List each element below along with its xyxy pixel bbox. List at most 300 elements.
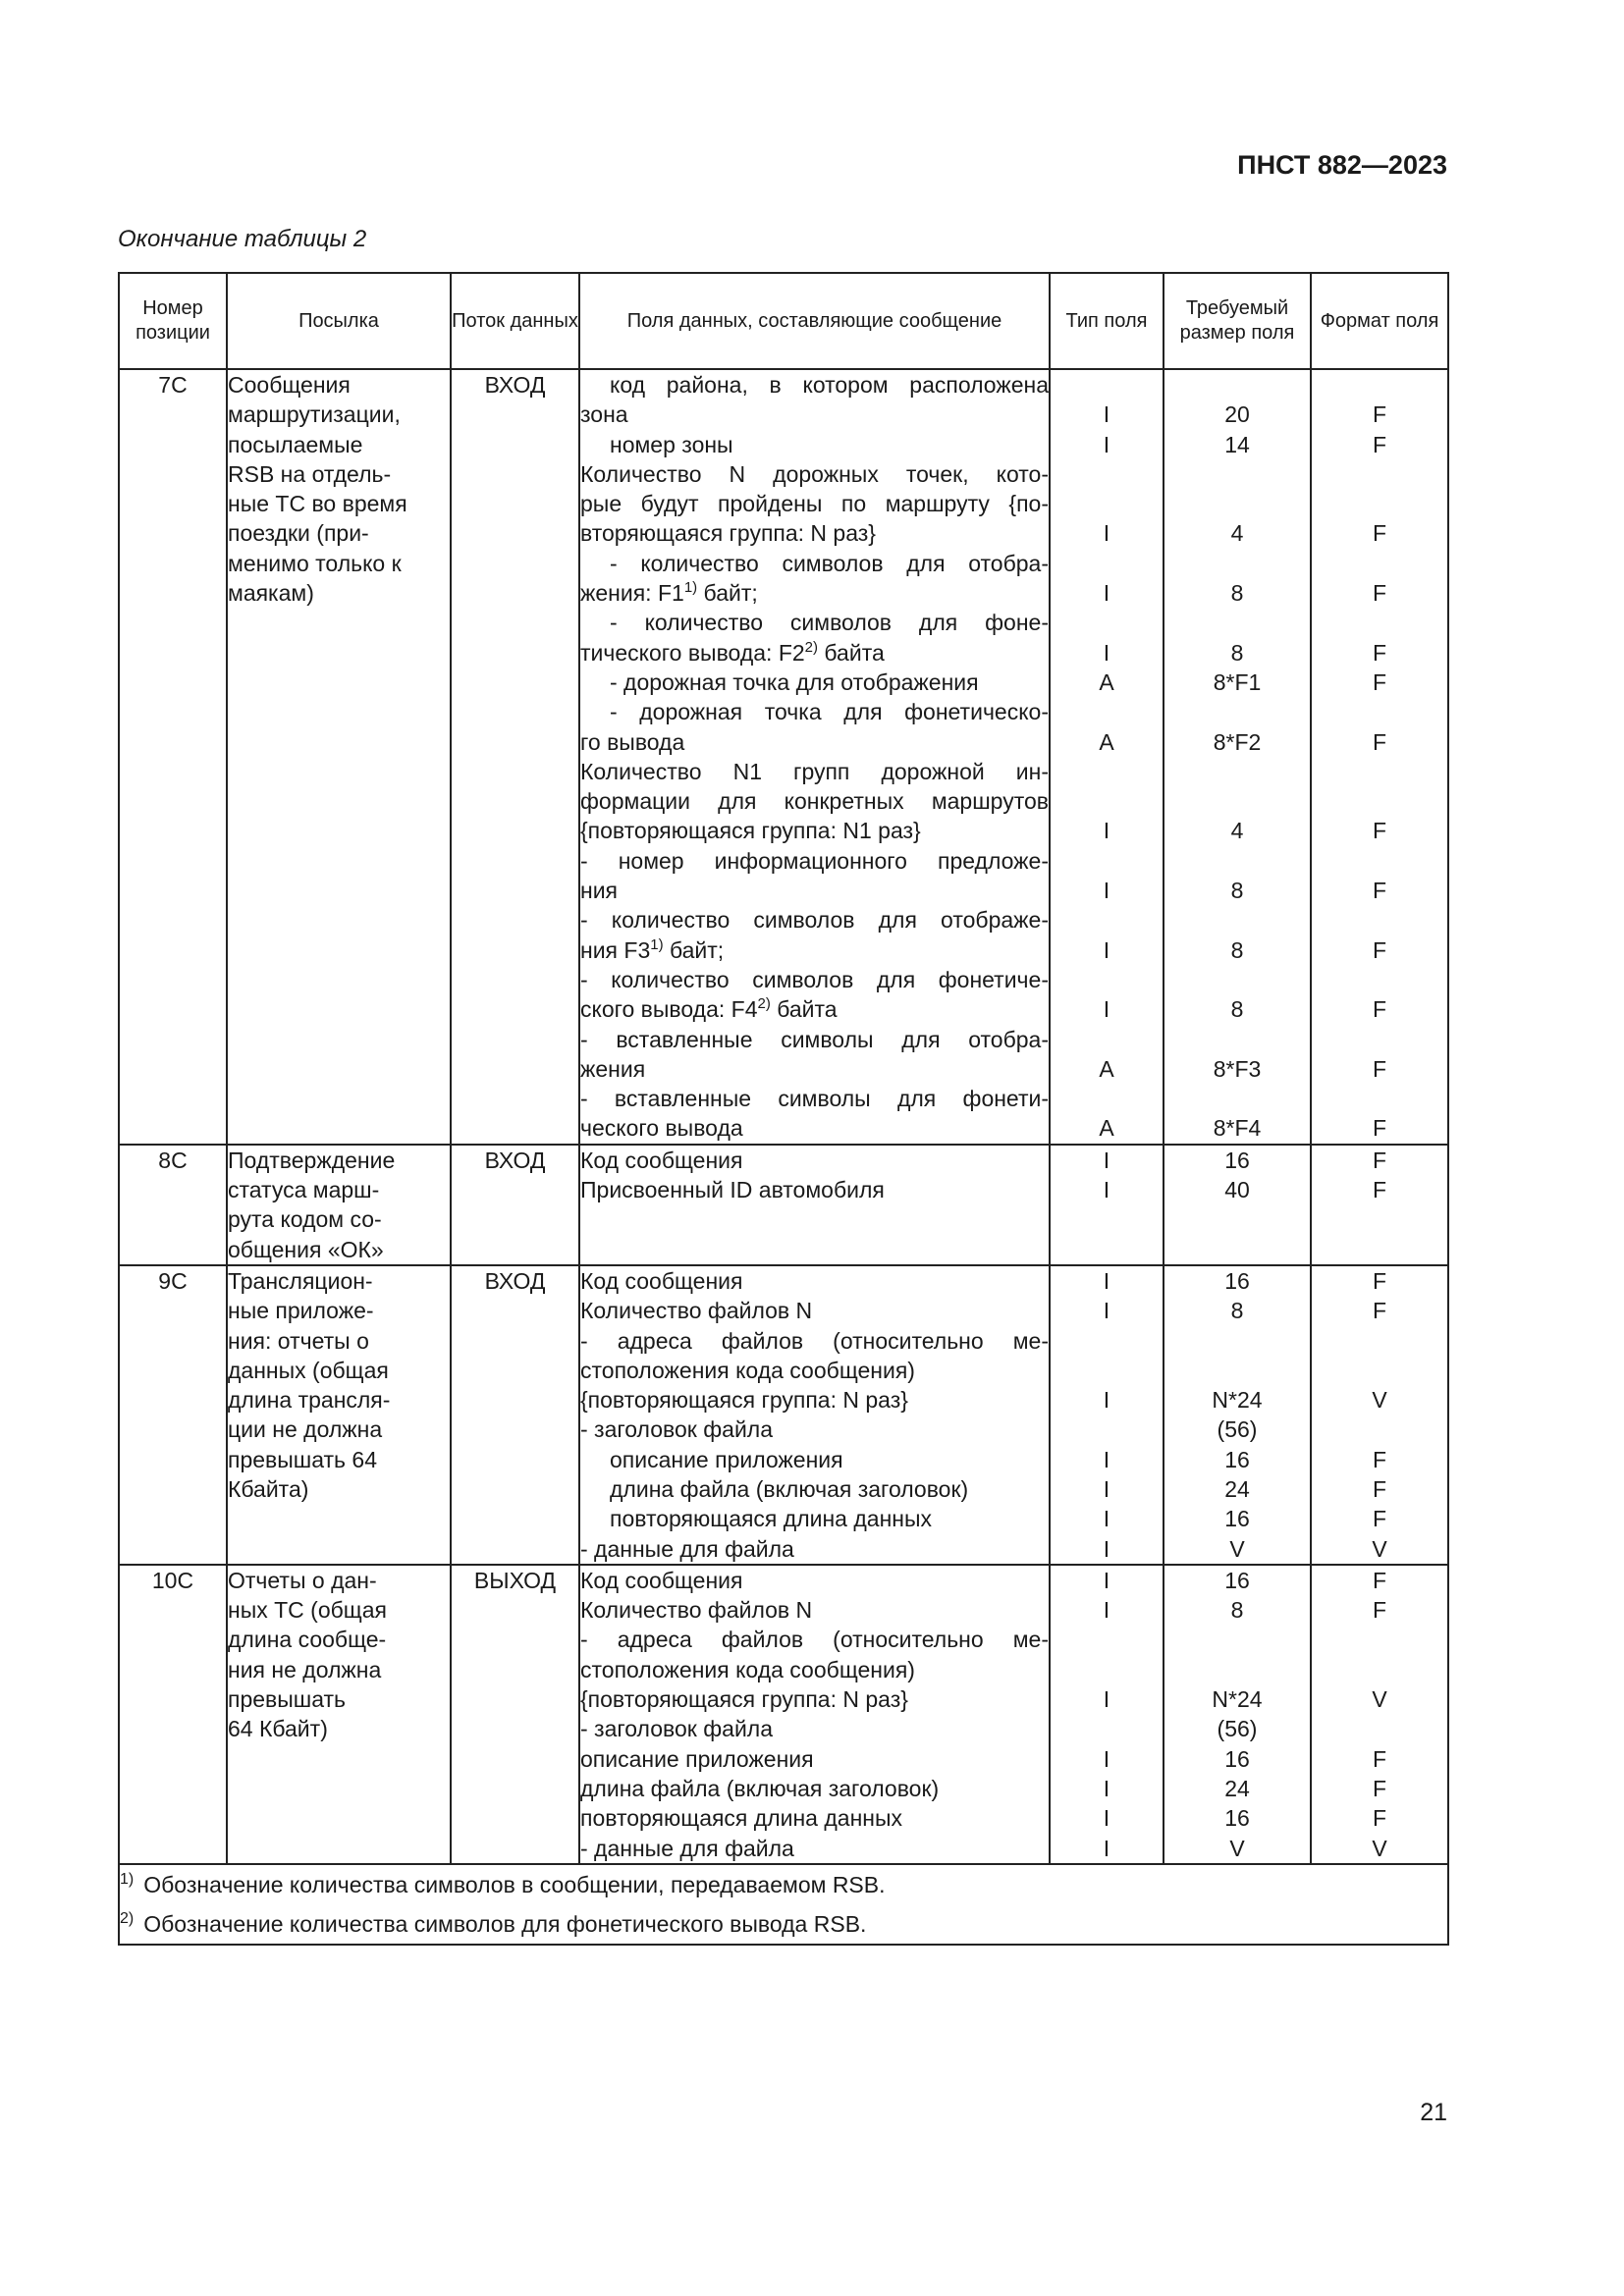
field-size: 16: [1224, 1567, 1250, 1593]
field-type: I: [1103, 1387, 1110, 1414]
field-line: [580, 459, 1049, 489]
field-format: F: [1372, 668, 1387, 695]
message-line: превышать: [228, 1686, 347, 1713]
message-line: рута кодом со-: [228, 1206, 382, 1233]
field-format: F: [1372, 520, 1387, 547]
field-text-after: байта: [818, 639, 885, 666]
field-type: [1051, 1356, 1163, 1385]
field-text: - количество символов для фоне-: [610, 610, 1049, 636]
field-size: [1164, 697, 1310, 726]
field-line: [580, 697, 1049, 726]
field-type: [1051, 1025, 1163, 1054]
field-line: [580, 1385, 1049, 1415]
field-text: - адреса файлов (относительно ме-: [580, 1627, 1049, 1653]
field-line: [580, 757, 1049, 786]
field-format: [1312, 1655, 1447, 1684]
position-cell: 8С: [119, 1145, 227, 1265]
field-line: [580, 1534, 1049, 1564]
field-text-after: байт;: [663, 936, 725, 963]
field-line: [580, 1714, 1049, 1743]
field-type: I: [1103, 878, 1110, 904]
field-type: [1051, 1625, 1163, 1654]
field-format: [1312, 1625, 1447, 1654]
field-size: 4: [1230, 520, 1244, 547]
field-format: [1312, 757, 1447, 786]
field-format: [1312, 608, 1447, 637]
field-size: [1164, 757, 1310, 786]
message-cell: [227, 1145, 451, 1265]
field-type: I: [1103, 1267, 1110, 1294]
field-text: - количество символов для отображе-: [580, 907, 1049, 934]
field-format: V: [1372, 1535, 1387, 1562]
message-line: RSB на отдель-: [228, 460, 392, 487]
field-type: [1051, 1415, 1163, 1444]
field-line: [580, 1625, 1049, 1654]
field-text: описание приложения: [580, 1745, 814, 1772]
field-format: [1312, 1326, 1447, 1356]
field-format: F: [1372, 1115, 1387, 1142]
field-size: [1164, 459, 1310, 489]
field-size: 8: [1230, 1597, 1244, 1624]
field-format: [1312, 697, 1447, 726]
field-text: - данные для файла: [580, 1535, 794, 1562]
field-format: [1312, 1084, 1447, 1113]
field-format: F: [1372, 936, 1387, 963]
field-type: [1051, 905, 1163, 934]
field-line: [580, 1504, 1049, 1533]
field-type: I: [1103, 1835, 1110, 1861]
footnote-line: [120, 1904, 1447, 1944]
field-size: 8*F4: [1213, 1115, 1262, 1142]
field-format: F: [1372, 1506, 1387, 1532]
field-text: - дорожная точка для отображения: [610, 668, 979, 695]
field-line: [580, 1146, 1049, 1175]
standard-code: ПНСТ 882—2023: [1237, 150, 1447, 180]
footnote-ref: 1): [683, 579, 698, 597]
field-text: {повторяющаяся группа: N раз}: [580, 1686, 908, 1713]
field-text: Количество файлов N: [580, 1597, 813, 1624]
field-format: F: [1372, 1177, 1387, 1203]
message-line: данных (общая: [228, 1357, 389, 1383]
table-row: [119, 1565, 1448, 1864]
field-format: [1312, 1356, 1447, 1385]
flow-cell: ВХОД: [451, 369, 579, 1145]
field-size: 16: [1224, 1745, 1250, 1772]
field-text: код района, в котором расположена: [610, 372, 1049, 398]
field-size: [1164, 786, 1310, 816]
field-type: [1051, 1655, 1163, 1684]
field-size: 8: [1230, 936, 1244, 963]
field-size: 8: [1230, 580, 1244, 607]
message-line: длина сообще-: [228, 1627, 387, 1653]
field-type: I: [1103, 401, 1110, 428]
field-format: [1312, 1415, 1447, 1444]
field-format: F: [1372, 728, 1387, 755]
field-line: [580, 1025, 1049, 1054]
flow-cell: ВЫХОД: [451, 1565, 579, 1864]
field-text: стоположения кода сообщения): [580, 1656, 915, 1682]
field-format: F: [1372, 1267, 1387, 1294]
field-type: I: [1103, 1805, 1110, 1832]
page-number: 21: [1420, 2099, 1447, 2126]
field-line: [580, 400, 1049, 429]
size-cell: [1164, 1145, 1311, 1265]
field-type: I: [1103, 1147, 1110, 1173]
field-format: [1312, 846, 1447, 876]
message-line: Отчеты о дан-: [228, 1567, 377, 1593]
field-size: [1164, 846, 1310, 876]
fields-cell: [579, 1565, 1050, 1864]
position-cell: 7С: [119, 369, 227, 1145]
field-format: F: [1372, 580, 1387, 607]
size-cell: [1164, 1265, 1311, 1565]
field-size: V: [1229, 1835, 1245, 1861]
field-size: N*24: [1212, 1686, 1263, 1713]
field-size: 14: [1224, 431, 1250, 457]
data-table: [118, 272, 1449, 1946]
field-line: [580, 1175, 1049, 1204]
field-line: [580, 1744, 1049, 1774]
type-cell: [1050, 1265, 1164, 1565]
field-format: F: [1372, 1597, 1387, 1624]
field-line: [580, 1415, 1049, 1444]
field-line: [580, 965, 1049, 994]
field-type: I: [1103, 996, 1110, 1023]
type-cell: [1050, 1565, 1164, 1864]
field-line: [580, 1803, 1049, 1833]
field-line: [580, 1326, 1049, 1356]
field-type: A: [1099, 1055, 1114, 1082]
field-line: [580, 370, 1049, 400]
field-text: жения: [580, 1055, 646, 1082]
message-cell: [227, 1265, 451, 1565]
col-header-position: Номер позиции: [119, 273, 227, 369]
field-size: 8: [1230, 639, 1244, 666]
field-text: рые будут пройдены по маршруту {по-: [580, 491, 1049, 517]
field-type: I: [1103, 818, 1110, 844]
message-line: 64 Кбайт): [228, 1716, 328, 1742]
message-line: ния не должна: [228, 1656, 382, 1682]
field-line: [580, 1356, 1049, 1385]
field-type: I: [1103, 1177, 1110, 1203]
footnote-mark: 1): [120, 1870, 135, 1888]
field-text: номер зоны: [610, 431, 733, 457]
field-type: I: [1103, 431, 1110, 457]
field-line: [580, 608, 1049, 637]
field-size: 8: [1230, 1298, 1244, 1324]
field-size: 16: [1224, 1506, 1250, 1532]
field-size: [1164, 370, 1310, 400]
field-text: - вставленные символы для отобра-: [580, 1026, 1049, 1052]
field-format: F: [1372, 996, 1387, 1023]
field-format: V: [1372, 1835, 1387, 1861]
header-row: [119, 273, 1448, 369]
field-line: [580, 549, 1049, 578]
message-line: Сообщения: [228, 372, 351, 398]
field-line: [580, 935, 1049, 965]
field-size: 24: [1224, 1775, 1250, 1801]
field-text: вторяющаяся группа: N раз}: [580, 520, 876, 547]
field-type: I: [1103, 1535, 1110, 1562]
field-type: [1051, 965, 1163, 994]
col-header-fields: Поля данных, составляющие сообщение: [579, 273, 1050, 369]
field-size: N*24: [1212, 1387, 1263, 1414]
field-format: F: [1372, 401, 1387, 428]
message-cell: [227, 1565, 451, 1864]
message-line: ных ТС (общая: [228, 1597, 387, 1624]
format-cell: [1311, 1145, 1448, 1265]
field-type: [1051, 370, 1163, 400]
field-line: [580, 905, 1049, 934]
field-type: I: [1103, 580, 1110, 607]
field-size: 8: [1230, 878, 1244, 904]
field-size: [1164, 1084, 1310, 1113]
field-format: V: [1372, 1387, 1387, 1414]
field-size: 20: [1224, 401, 1250, 428]
field-type: A: [1099, 728, 1114, 755]
field-line: [580, 994, 1049, 1024]
field-type: I: [1103, 1745, 1110, 1772]
format-cell: [1311, 369, 1448, 1145]
field-line: [580, 727, 1049, 757]
field-type: I: [1103, 1298, 1110, 1324]
field-size: [1164, 1655, 1310, 1684]
size-cell: [1164, 1565, 1311, 1864]
field-text: Код сообщения: [580, 1147, 743, 1173]
field-format: F: [1372, 878, 1387, 904]
field-line: [580, 1474, 1049, 1504]
field-line: [580, 1296, 1049, 1325]
field-type: I: [1103, 1506, 1110, 1532]
field-type: A: [1099, 1115, 1114, 1142]
message-line: общения «ОК»: [228, 1236, 384, 1262]
field-type: [1051, 757, 1163, 786]
footnotes: [119, 1864, 1448, 1945]
field-size: [1164, 1356, 1310, 1385]
field-size: [1164, 905, 1310, 934]
field-text: Количество N дорожных точек, кото-: [580, 460, 1049, 487]
field-type: [1051, 1084, 1163, 1113]
field-type: I: [1103, 1446, 1110, 1472]
field-text: Код сообщения: [580, 1567, 743, 1593]
field-type: I: [1103, 1686, 1110, 1713]
field-type: I: [1103, 1475, 1110, 1502]
field-size: [1164, 1326, 1310, 1356]
message-line: ции не должна: [228, 1416, 383, 1443]
col-header-flow: Поток данных: [451, 273, 579, 369]
message-line: поездки (при-: [228, 520, 369, 547]
table-row: [119, 1145, 1448, 1265]
field-format: [1312, 549, 1447, 578]
field-line: [580, 846, 1049, 876]
field-text: - заголовок файла: [580, 1416, 774, 1443]
field-text: стоположения кода сообщения): [580, 1357, 915, 1383]
field-type: [1051, 1714, 1163, 1743]
field-text: - количество символов для отобра-: [610, 550, 1049, 576]
footnote-text: Обозначение количества символов для фонетического вывода RSB.: [143, 1910, 867, 1937]
format-cell: [1311, 1265, 1448, 1565]
field-format: F: [1372, 1055, 1387, 1082]
message-line: менимо только к: [228, 550, 402, 576]
table-caption: Окончание таблицы 2: [118, 226, 367, 252]
field-size: [1164, 489, 1310, 518]
field-type: I: [1103, 936, 1110, 963]
col-header-format: Формат поля: [1311, 273, 1448, 369]
field-text: длина файла (включая заголовок): [580, 1775, 940, 1801]
message-line: статуса марш-: [228, 1177, 380, 1203]
table-row: [119, 369, 1448, 1145]
field-line: [580, 518, 1049, 548]
field-line: [580, 578, 1049, 608]
message-line: маякам): [228, 580, 314, 607]
message-line: Подтверждение: [228, 1147, 396, 1173]
type-cell: [1050, 369, 1164, 1145]
field-line: [580, 1266, 1049, 1296]
field-format: F: [1372, 1446, 1387, 1472]
footnote-text: Обозначение количества символов в сообщении, передаваемом RSB.: [143, 1871, 886, 1897]
field-size: 24: [1224, 1475, 1250, 1502]
field-type: [1051, 459, 1163, 489]
field-line: [580, 638, 1049, 667]
field-type: [1051, 489, 1163, 518]
col-header-size: Требуемый размер поля: [1164, 273, 1311, 369]
field-format: V: [1372, 1686, 1387, 1713]
message-cell: [227, 369, 451, 1145]
field-line: [580, 1084, 1049, 1113]
message-line: посылаемые: [228, 431, 363, 457]
field-text: зона: [580, 401, 628, 428]
field-text: {повторяющаяся группа: N1 раз}: [580, 818, 921, 844]
message-line: ные приложе-: [228, 1298, 374, 1324]
field-format: F: [1372, 1775, 1387, 1801]
message-line: длина трансля-: [228, 1387, 391, 1414]
field-text: длина файла (включая заголовок): [610, 1475, 969, 1502]
field-line: [580, 1445, 1049, 1474]
field-size: 8: [1230, 996, 1244, 1023]
field-size: 16: [1224, 1147, 1250, 1173]
footnote-mark: 2): [120, 1909, 135, 1927]
field-format: F: [1372, 818, 1387, 844]
field-text: ния F3: [580, 936, 651, 963]
field-type: [1051, 697, 1163, 726]
col-header-message: Посылка: [227, 273, 451, 369]
field-line: [580, 430, 1049, 459]
message-line: ния: отчеты о: [228, 1327, 369, 1354]
field-size: 16: [1224, 1805, 1250, 1832]
field-text: ния: [580, 878, 619, 904]
field-text: ческого вывода: [580, 1115, 743, 1142]
field-text: - адреса файлов (относительно ме-: [580, 1327, 1049, 1354]
field-size: [1164, 608, 1310, 637]
field-line: [580, 1655, 1049, 1684]
field-text: формации для конкретных маршрутов: [580, 788, 1049, 815]
field-size: [1164, 965, 1310, 994]
field-size: [1164, 1025, 1310, 1054]
field-text: ского вывода: F4: [580, 996, 758, 1023]
field-type: I: [1103, 1597, 1110, 1624]
position-cell: 9С: [119, 1265, 227, 1565]
field-size: V: [1229, 1535, 1245, 1562]
field-type: [1051, 846, 1163, 876]
field-line: [580, 786, 1049, 816]
field-type: [1051, 1326, 1163, 1356]
field-format: [1312, 786, 1447, 816]
message-line: маршрутизации,: [228, 401, 401, 428]
field-line: [580, 489, 1049, 518]
field-text: жения: F1: [580, 580, 684, 607]
message-line: Трансляцион-: [228, 1267, 373, 1294]
field-type: I: [1103, 520, 1110, 547]
field-format: F: [1372, 1805, 1387, 1832]
field-size: [1164, 549, 1310, 578]
field-text: Количество файлов N: [580, 1298, 813, 1324]
field-text: - вставленные символы для фонети-: [580, 1086, 1049, 1112]
position-cell: 10С: [119, 1565, 227, 1864]
field-type: [1051, 786, 1163, 816]
field-line: [580, 1684, 1049, 1714]
field-line: [580, 667, 1049, 697]
table-row: [119, 1265, 1448, 1565]
field-size: 4: [1230, 818, 1244, 844]
field-format: F: [1372, 1475, 1387, 1502]
footnote-ref: 2): [757, 995, 771, 1013]
message-line: превышать 64: [228, 1446, 378, 1472]
field-line: [580, 1113, 1049, 1143]
footnotes-row: [119, 1864, 1448, 1945]
type-cell: [1050, 1145, 1164, 1265]
field-format: F: [1372, 639, 1387, 666]
field-format: [1312, 1025, 1447, 1054]
field-text: - номер информационного предложе-: [580, 847, 1049, 874]
field-text-after: байта: [770, 996, 838, 1023]
field-format: F: [1372, 1745, 1387, 1772]
field-size: 8*F3: [1213, 1055, 1262, 1082]
field-text: повторяющаяся длина данных: [580, 1805, 902, 1832]
flow-cell: ВХОД: [451, 1265, 579, 1565]
field-type: I: [1103, 1775, 1110, 1801]
field-format: [1312, 1714, 1447, 1743]
field-format: F: [1372, 1567, 1387, 1593]
field-text: тического вывода: F2: [580, 639, 805, 666]
field-text: {повторяющаяся группа: N раз}: [580, 1387, 908, 1414]
field-type: [1051, 549, 1163, 578]
field-text: Количество N1 групп дорожной ин-: [580, 758, 1049, 784]
field-format: [1312, 965, 1447, 994]
message-line: ные ТС во время: [228, 491, 407, 517]
field-format: F: [1372, 1298, 1387, 1324]
field-type: I: [1103, 639, 1110, 666]
field-size: 16: [1224, 1446, 1250, 1472]
field-size: 40: [1224, 1177, 1250, 1203]
footnote-ref: 2): [804, 638, 819, 656]
field-text: описание приложения: [610, 1446, 843, 1472]
field-type: A: [1099, 668, 1114, 695]
field-size: [1164, 1625, 1310, 1654]
field-size: 16: [1224, 1267, 1250, 1294]
field-text: - дорожная точка для фонетическо-: [610, 699, 1049, 725]
field-text-after: байт;: [697, 580, 758, 607]
field-size: 8*F1: [1213, 668, 1262, 695]
footnote-ref: 1): [650, 935, 664, 953]
fields-cell: [579, 1265, 1050, 1565]
field-line: [580, 876, 1049, 905]
field-size: 8*F2: [1213, 728, 1262, 755]
field-line: [580, 1834, 1049, 1863]
field-text: Присвоенный ID автомобиля: [580, 1177, 885, 1203]
field-line: [580, 1566, 1049, 1595]
field-size: (56): [1217, 1416, 1258, 1443]
field-line: [580, 1595, 1049, 1625]
